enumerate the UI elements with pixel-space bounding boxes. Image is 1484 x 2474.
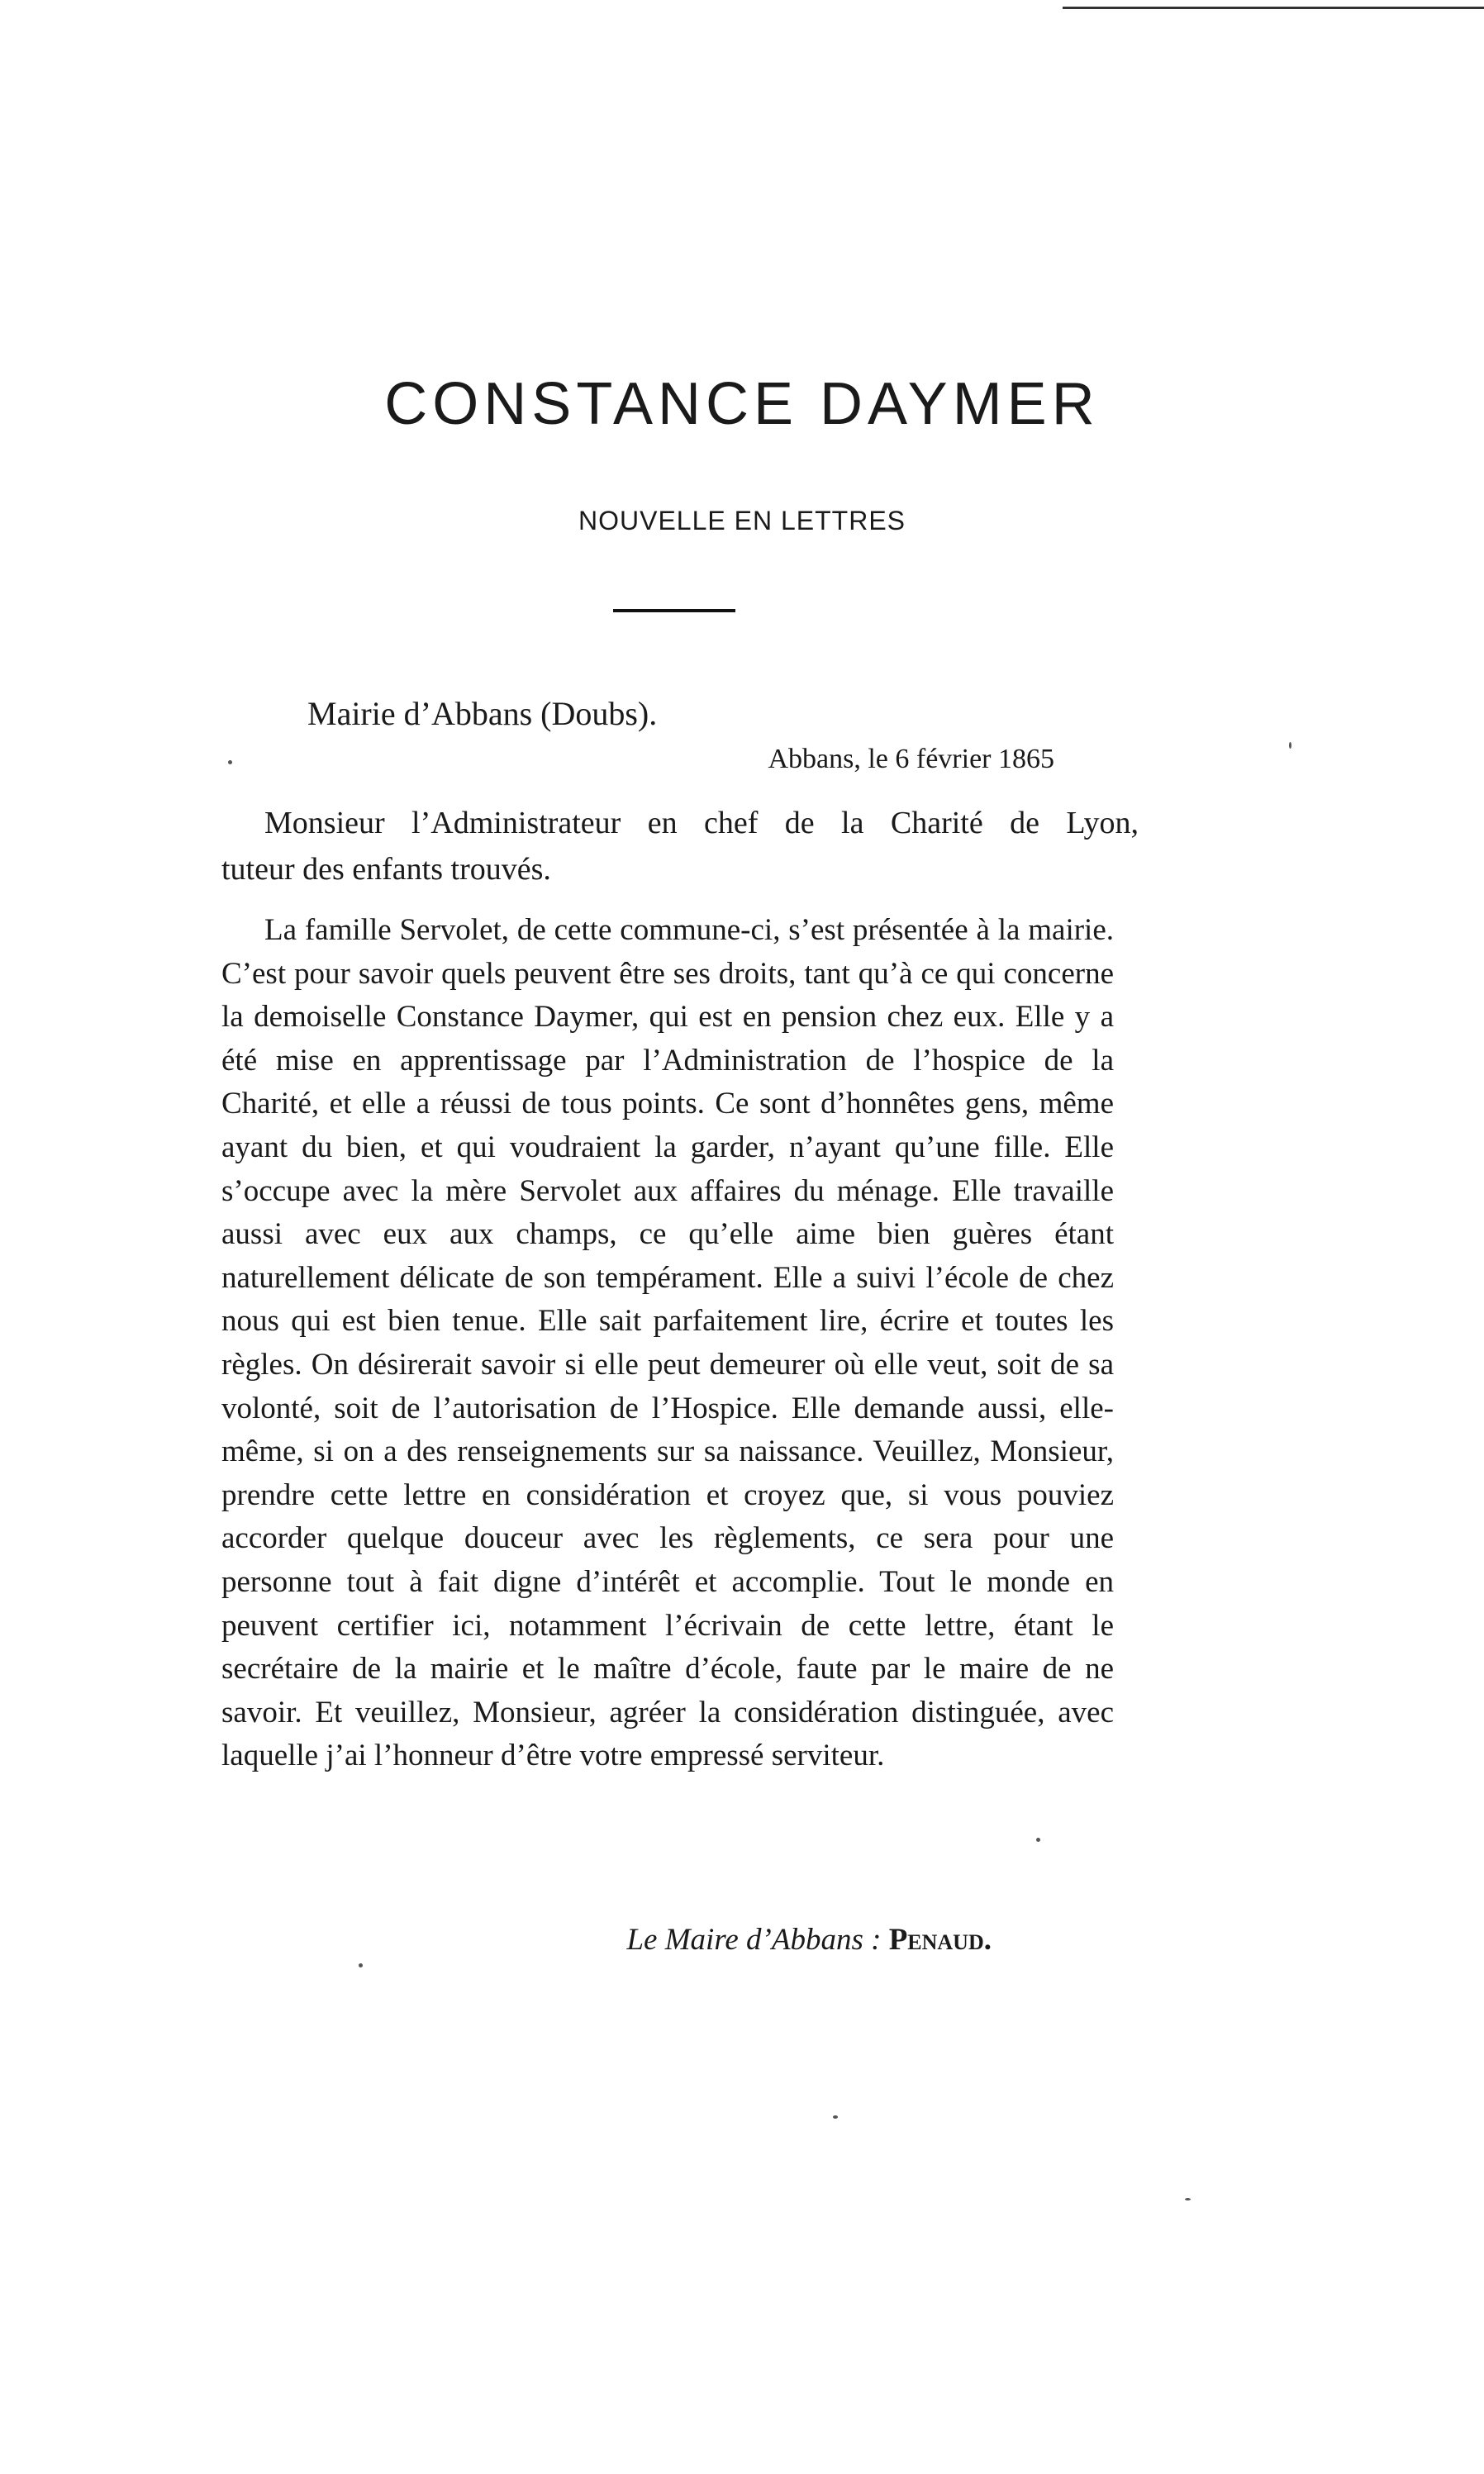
speck-mark <box>1185 2198 1191 2200</box>
page-subtitle: NOUVELLE EN LETTRES <box>578 506 906 535</box>
letter-salutation <box>221 800 1139 892</box>
title-divider <box>613 609 735 612</box>
top-edge-line <box>1063 7 1484 9</box>
letter-signature <box>626 1922 992 1958</box>
signature-name: Penaud. <box>888 1923 992 1957</box>
speck-mark <box>228 760 232 764</box>
speck-mark <box>1289 742 1291 749</box>
letter-header: Mairie d’Abbans (Doubs). <box>307 695 658 732</box>
letter-dateline: Abbans, le 6 février 1865 <box>768 744 1054 774</box>
salutation-line-1: Monsieur l’Administrateur en chef de la Charité de Lyon, <box>264 806 1139 840</box>
page-title: CONSTANCE DAYMER <box>384 371 1100 437</box>
signature-role: Le Maire d’Abbans : <box>626 1923 882 1957</box>
salutation-line-2: tuteur des enfants trouvés. <box>221 852 551 887</box>
speck-mark <box>359 1963 363 1967</box>
speck-mark <box>833 2115 838 2119</box>
letter-body: La famille Servolet, de cette commune-ci, s’est présentée à la mairie. C’est pour savoir quels peuvent être ses droits, tant qu’à ce qui concerne la demoiselle Constance Daymer, qui est en pension chez eux. Elle y a été mise en apprentissage par l’Administration de l’hospice de la Charité, et elle a réussi de tous points. Ce sont d’honnêtes gens, même ayant du bien, et qui voudraient la garder, n’ayant qu’une fille. Elle s’occupe avec la mère Servolet aux affaires du ménage. Elle travaille aussi avec eux aux champs, ce qu’elle aime bien guères étant naturellement délicate de son tempérament. Elle a suivi l’école de chez nous qui est bien tenue. Elle sait parfaitement lire, écrire et toutes les règles. On désirerait savoir si elle peut demeurer où elle veut, soit de sa volonté, soit de l’autorisation de l’Hospice. Elle demande aussi, elle-même, si on a des renseignements sur sa naissance. Veuillez, Monsieur, prendre cette lettre en considération et croyez que, si vous pouviez accorder quelque douceur avec les règlements, ce sera pour une personne tout à fait digne d’intérêt et accomplie. Tout le monde en peuvent certifier ici, notamment l’écrivain de cette lettre, étant le secrétaire de la mairie et le maître d’école, faute par le maire de ne savoir. Et veuillez, Monsieur, agréer la considération distinguée, avec laquelle j’ai l’honneur d’être votre empressé serviteur. <box>221 913 1114 1773</box>
speck-mark <box>1036 1838 1040 1842</box>
